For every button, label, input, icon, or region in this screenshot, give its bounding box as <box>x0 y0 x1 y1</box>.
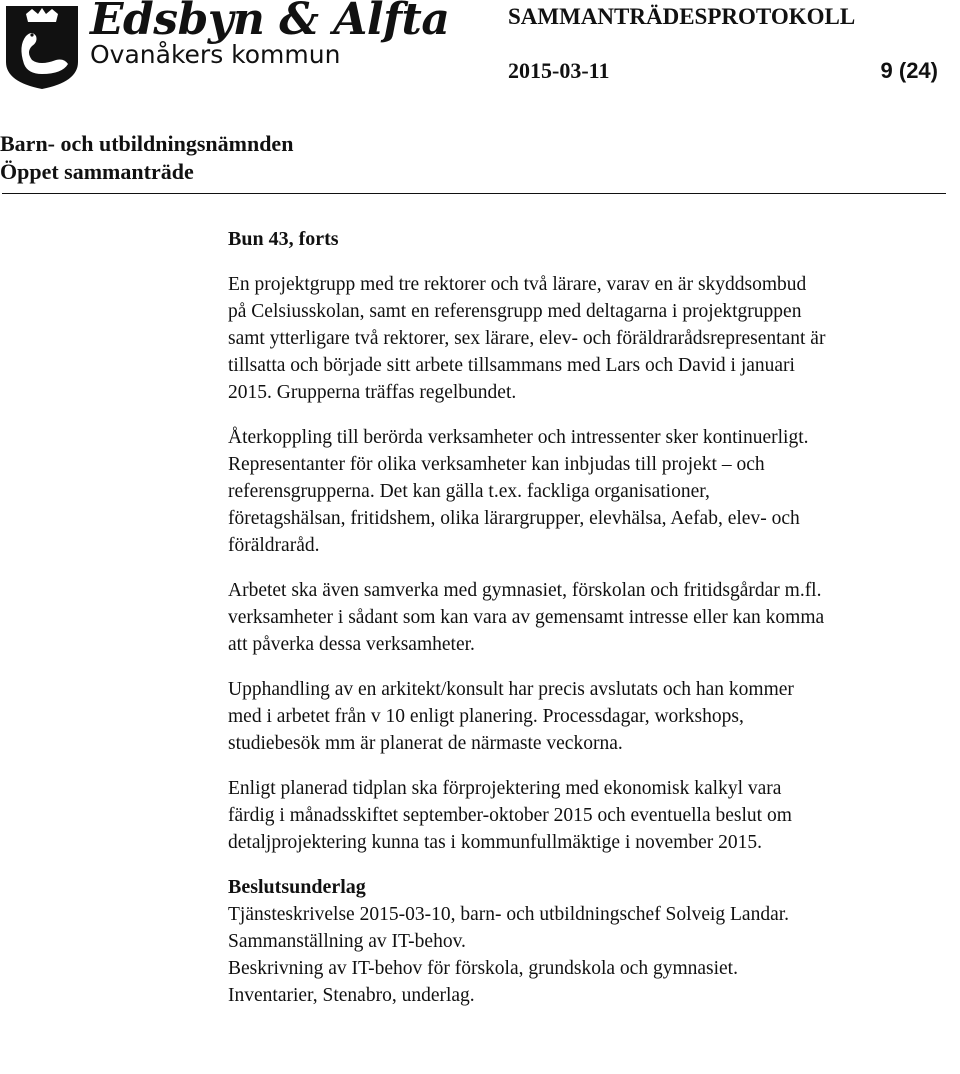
paragraph <box>228 775 948 856</box>
text-line: Arbetet ska även samverka med gymnasiet, förskolan och fritidsgårdar m.fl. <box>228 580 822 601</box>
logo-title: Edsbyn & Alfta <box>90 0 450 45</box>
text-line: med i arbetet från v 10 enligt planering. Processdagar, workshops, <box>228 706 744 727</box>
text-line: referensgrupperna. Det kan gälla t.ex. fackliga organisationer, <box>228 481 710 502</box>
meeting-date: 2015-03-11 <box>508 58 610 83</box>
meeting-type: Öppet sammanträde <box>0 159 194 184</box>
text-line: detaljprojektering kunna tas i kommunfullmäktige i november 2015. <box>228 832 762 853</box>
text-line: föräldraråd. <box>228 535 320 556</box>
page-number: 9 (24) <box>880 58 938 83</box>
paragraph <box>228 577 948 658</box>
protocol-body <box>228 226 948 1009</box>
text-line: färdig i månadsskiftet september-oktober 2015 och eventuella beslut om <box>228 805 792 826</box>
municipality-logo <box>0 0 450 92</box>
text-line: tillsatta och började sitt arbete tillsammans med Lars och David i januari <box>228 355 795 376</box>
section-heading: Bun 43, forts <box>228 228 339 250</box>
basis-heading: Beslutsunderlag <box>228 876 366 898</box>
text-line: verksamheter i sådant som kan vara av gemensamt intresse eller kan komma <box>228 607 825 628</box>
text-line: Representanter för olika verksamheter kan inbjudas till projekt – och <box>228 454 765 475</box>
paragraph <box>228 271 948 406</box>
basis-item: Beskrivning av IT-behov för förskola, grundskola och gymnasiet. <box>228 958 738 979</box>
text-line: Upphandling av en arkitekt/konsult har precis avslutats och han kommer <box>228 679 794 700</box>
logo-subtitle: Ovanåkers kommun <box>90 40 341 69</box>
committee-block <box>0 130 293 186</box>
basis-item: Inventarier, Stenabro, underlag. <box>228 985 475 1006</box>
text-line: företagshälsan, fritidshem, olika lärargrupper, elevhälsa, Aefab, elev- och <box>228 508 800 529</box>
text-line: studiebesök mm är planerat de närmaste veckorna. <box>228 733 623 754</box>
text-line: samt ytterligare två rektorer, sex lärare, elev- och föräldrarådsrepresentant är <box>228 328 826 349</box>
paragraph <box>228 676 948 757</box>
basis-item: Sammanställning av IT-behov. <box>228 931 466 952</box>
text-line: 2015. Grupperna träffas regelbundet. <box>228 382 517 403</box>
paragraph <box>228 424 948 559</box>
committee-name: Barn- och utbildningsnämnden <box>0 131 294 156</box>
basis-item: Tjänsteskrivelse 2015-03-10, barn- och utbildningschef Solveig Landar. <box>228 904 790 925</box>
swan-crown-emblem-icon <box>2 2 82 90</box>
text-line: Återkoppling till berörda verksamheter och intressenter sker kontinuerligt. <box>228 427 809 448</box>
basis-list <box>228 901 948 1009</box>
text-line: En projektgrupp med tre rektorer och två lärare, varav en är skyddsombud <box>228 274 807 295</box>
text-line: att påverka dessa verksamheter. <box>228 634 475 655</box>
document-type: SAMMANTRÄDESPROTOKOLL <box>508 4 856 29</box>
header-divider <box>2 193 946 194</box>
text-line: på Celsiusskolan, samt en referensgrupp med deltagarna i projektgruppen <box>228 301 802 322</box>
text-line: Enligt planerad tidplan ska förprojektering med ekonomisk kalkyl vara <box>228 778 782 799</box>
